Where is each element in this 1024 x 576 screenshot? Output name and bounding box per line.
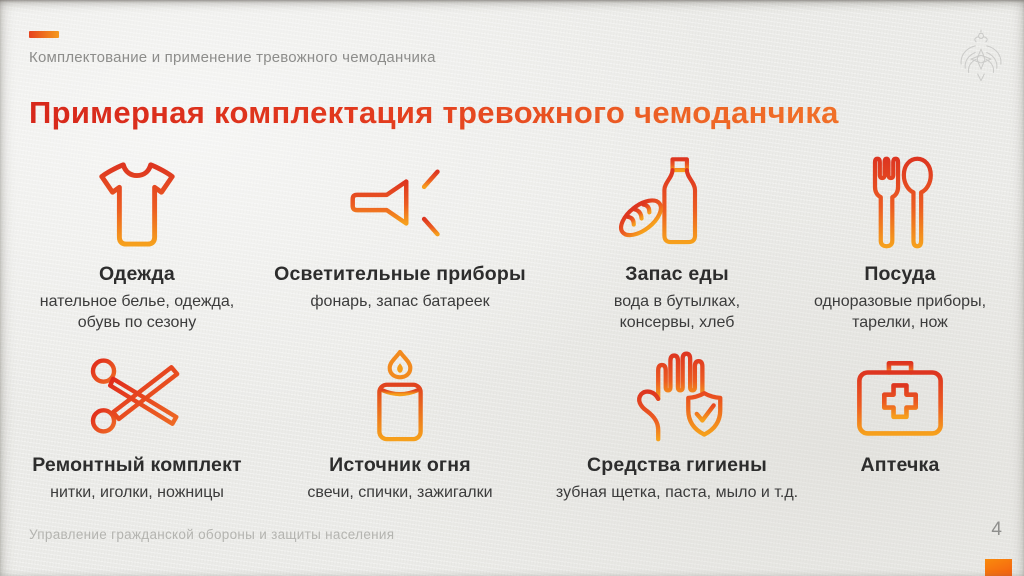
kicker-text: Комплектование и применение тревожного чемоданчика [29, 49, 436, 66]
fork-spoon-icon [865, 152, 935, 252]
item-subtitle: одноразовые приборы, тарелки, нож [813, 293, 987, 332]
item-card [792, 150, 1008, 334]
item-card [577, 150, 777, 334]
flashlight-icon [342, 160, 458, 245]
first-aid-kit-icon [852, 354, 948, 439]
item-card [17, 347, 257, 503]
item-icon-box [630, 347, 724, 445]
footer-text: Управление гражданской обороны и защиты населения [29, 527, 395, 542]
item-icon-box [88, 150, 186, 254]
item-title: Аптечка [860, 454, 940, 476]
item-card [542, 347, 812, 503]
candle-icon [370, 347, 430, 445]
scissors-icon [87, 352, 187, 440]
item-title: Одежда [99, 263, 175, 285]
corner-accent-square [985, 559, 1012, 576]
item-card [280, 347, 520, 503]
item-subtitle: фонарь, запас батареек [310, 293, 490, 310]
tshirt-icon [88, 155, 186, 249]
item-icon-box [370, 347, 430, 445]
item-icon-box [614, 150, 713, 254]
bread-bottle-icon [614, 153, 713, 252]
item-subtitle: зубная щетка, паста, мыло и т.д. [555, 484, 799, 501]
item-title: Ремонтный комплект [32, 454, 242, 476]
item-icon-box [342, 150, 458, 254]
page-number: 4 [991, 519, 1002, 540]
item-title: Средства гигиены [586, 454, 768, 476]
item-card [810, 347, 990, 482]
item-icon-box [87, 347, 187, 445]
item-card [22, 150, 252, 334]
item-title: Источник огня [329, 454, 471, 476]
item-card [265, 150, 535, 312]
item-subtitle: свечи, спички, зажигалки [307, 484, 493, 501]
page-title: Примерная комплектация тревожного чемоданчика [29, 96, 989, 131]
item-subtitle: нательное белье, одежда, обувь по сезону [39, 293, 235, 332]
item-icon-box [852, 347, 948, 445]
item-subtitle: вода в бутылках, консервы, хлеб [613, 293, 741, 332]
item-title: Посуда [864, 263, 936, 285]
hand-shield-icon [630, 346, 724, 446]
item-title: Осветительные приборы [274, 263, 526, 285]
item-icon-box [865, 150, 935, 254]
mchs-emblem-icon [957, 27, 1005, 88]
item-subtitle: нитки, иголки, ножницы [50, 484, 224, 501]
item-title: Запас еды [625, 263, 729, 285]
header-accent-dash [29, 31, 59, 38]
